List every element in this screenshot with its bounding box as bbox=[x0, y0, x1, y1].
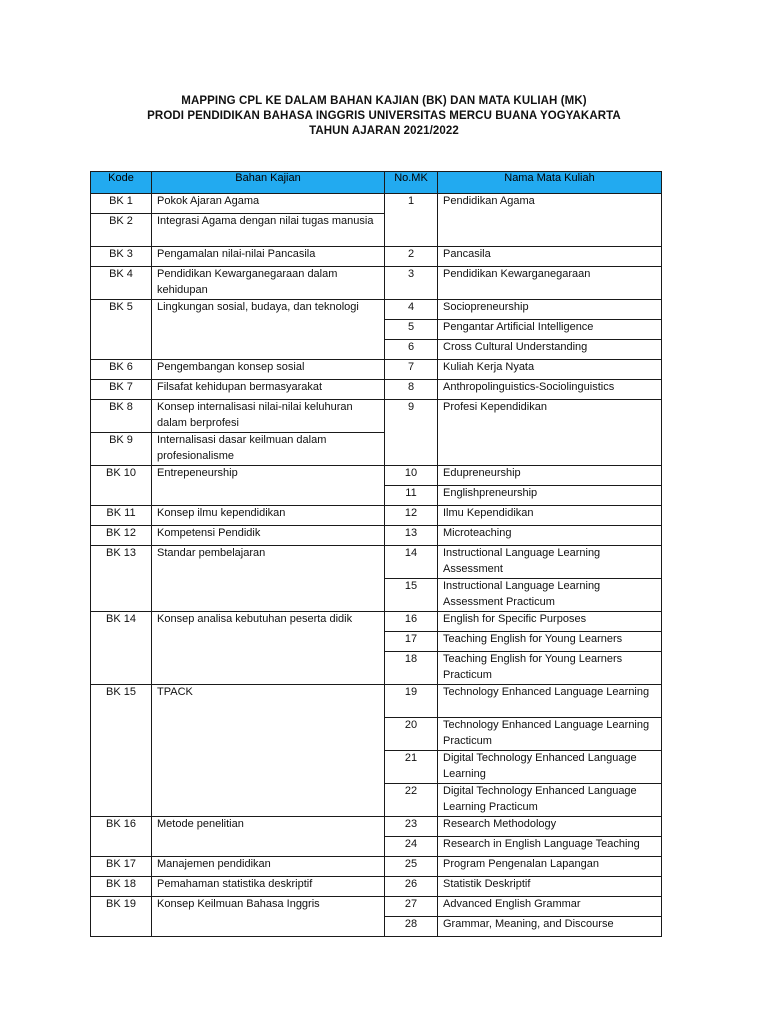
bk-code: BK 2 bbox=[91, 214, 152, 247]
mk-number: 19 bbox=[385, 685, 438, 718]
mk-number: 8 bbox=[385, 380, 438, 400]
mk-number: 3 bbox=[385, 267, 438, 300]
mk-name: Research Methodology bbox=[438, 817, 662, 837]
title-line-3: TAHUN AJARAN 2021/2022 bbox=[309, 125, 459, 137]
mk-name: Teaching English for Young Learners bbox=[438, 632, 662, 652]
bk-name: Kompetensi Pendidik bbox=[152, 526, 385, 546]
bk-name: Lingkungan sosial, budaya, dan teknologi bbox=[152, 300, 385, 360]
table-row bbox=[91, 526, 662, 546]
table-row bbox=[91, 380, 662, 400]
mk-number: 9 bbox=[385, 400, 438, 466]
title-line-2: PRODI PENDIDIKAN BAHASA INGGRIS UNIVERSITAS MERCU BUANA YOGYAKARTA bbox=[147, 110, 621, 122]
bk-name: Pemahaman statistika deskriptif bbox=[152, 877, 385, 897]
header-bahan-kajian: Bahan Kajian bbox=[152, 172, 385, 194]
mk-number: 7 bbox=[385, 360, 438, 380]
mk-number: 11 bbox=[385, 486, 438, 506]
bk-name: Integrasi Agama dengan nilai tugas manusia bbox=[152, 214, 385, 247]
mk-name: English for Specific Purposes bbox=[438, 612, 662, 632]
bk-name: Manajemen pendidikan bbox=[152, 857, 385, 877]
table-row bbox=[91, 247, 662, 267]
mk-name: Microteaching bbox=[438, 526, 662, 546]
mk-name: Pengantar Artificial Intelligence bbox=[438, 320, 662, 340]
bk-name: TPACK bbox=[152, 685, 385, 817]
bk-name: Pengembangan konsep sosial bbox=[152, 360, 385, 380]
document-title bbox=[0, 94, 768, 139]
mk-name: Program Pengenalan Lapangan bbox=[438, 857, 662, 877]
table-row bbox=[91, 546, 662, 579]
mk-name: Pendidikan Kewarganegaraan bbox=[438, 267, 662, 300]
table-row bbox=[91, 877, 662, 897]
mk-name: Sociopreneurship bbox=[438, 300, 662, 320]
table-row bbox=[91, 897, 662, 917]
mk-name: Englishpreneurship bbox=[438, 486, 662, 506]
mk-number: 28 bbox=[385, 917, 438, 937]
mk-number: 16 bbox=[385, 612, 438, 632]
mk-number: 15 bbox=[385, 579, 438, 612]
bk-code: BK 1 bbox=[91, 194, 152, 214]
mk-number: 17 bbox=[385, 632, 438, 652]
mk-number: 26 bbox=[385, 877, 438, 897]
table-row bbox=[91, 400, 662, 433]
bk-code: BK 15 bbox=[91, 685, 152, 817]
bk-code: BK 11 bbox=[91, 506, 152, 526]
table-row bbox=[91, 466, 662, 486]
mk-number: 24 bbox=[385, 837, 438, 857]
table-row bbox=[91, 817, 662, 837]
bk-name: Pengamalan nilai-nilai Pancasila bbox=[152, 247, 385, 267]
table-row bbox=[91, 685, 662, 718]
mk-name: Research in English Language Teaching bbox=[438, 837, 662, 857]
mk-number: 1 bbox=[385, 194, 438, 247]
bk-code: BK 14 bbox=[91, 612, 152, 685]
bk-name: Konsep ilmu kependidikan bbox=[152, 506, 385, 526]
table-row bbox=[91, 360, 662, 380]
mapping-table bbox=[90, 171, 662, 937]
mk-name: Ilmu Kependidikan bbox=[438, 506, 662, 526]
title-line-1: MAPPING CPL KE DALAM BAHAN KAJIAN (BK) DAN MATA KULIAH (MK) bbox=[181, 95, 587, 107]
mk-number: 10 bbox=[385, 466, 438, 486]
bk-code: BK 8 bbox=[91, 400, 152, 433]
mk-name: Pendidikan Agama bbox=[438, 194, 662, 247]
mk-number: 13 bbox=[385, 526, 438, 546]
table-row bbox=[91, 194, 662, 214]
mk-name: Advanced English Grammar bbox=[438, 897, 662, 917]
bk-name: Standar pembelajaran bbox=[152, 546, 385, 612]
bk-code: BK 9 bbox=[91, 433, 152, 466]
mk-number: 14 bbox=[385, 546, 438, 579]
mk-name: Anthropolinguistics-Sociolinguistics bbox=[438, 380, 662, 400]
bk-code: BK 12 bbox=[91, 526, 152, 546]
table-row bbox=[91, 612, 662, 632]
bk-code: BK 16 bbox=[91, 817, 152, 857]
bk-code: BK 4 bbox=[91, 267, 152, 300]
bk-name: Pokok Ajaran Agama bbox=[152, 194, 385, 214]
mk-name: Kuliah Kerja Nyata bbox=[438, 360, 662, 380]
mk-name: Profesi Kependidikan bbox=[438, 400, 662, 466]
mk-name: Grammar, Meaning, and Discourse bbox=[438, 917, 662, 937]
mk-number: 18 bbox=[385, 652, 438, 685]
table-row bbox=[91, 857, 662, 877]
bk-code: BK 3 bbox=[91, 247, 152, 267]
mk-name: Pancasila bbox=[438, 247, 662, 267]
table-row bbox=[91, 267, 662, 300]
mk-name: Instructional Language Learning Assessment bbox=[438, 546, 662, 579]
mk-name: Digital Technology Enhanced Language Learning bbox=[438, 751, 662, 784]
table-row bbox=[91, 300, 662, 320]
mk-number: 21 bbox=[385, 751, 438, 784]
mk-number: 5 bbox=[385, 320, 438, 340]
table-row bbox=[91, 506, 662, 526]
bk-code: BK 18 bbox=[91, 877, 152, 897]
mk-number: 20 bbox=[385, 718, 438, 751]
mk-name: Technology Enhanced Language Learning Practicum bbox=[438, 718, 662, 751]
bk-name: Internalisasi dasar keilmuan dalam profesionalisme bbox=[152, 433, 385, 466]
mk-name: Teaching English for Young Learners Practicum bbox=[438, 652, 662, 685]
bk-code: BK 5 bbox=[91, 300, 152, 360]
table-header-row bbox=[91, 172, 662, 194]
mk-number: 2 bbox=[385, 247, 438, 267]
bk-name: Pendidikan Kewarganegaraan dalam kehidupan bbox=[152, 267, 385, 300]
mk-number: 4 bbox=[385, 300, 438, 320]
mk-name: Edupreneurship bbox=[438, 466, 662, 486]
header-no-mk: No.MK bbox=[385, 172, 438, 194]
bk-code: BK 17 bbox=[91, 857, 152, 877]
mk-name: Cross Cultural Understanding bbox=[438, 340, 662, 360]
bk-name: Konsep Keilmuan Bahasa Inggris bbox=[152, 897, 385, 937]
bk-name: Metode penelitian bbox=[152, 817, 385, 857]
mk-name: Instructional Language Learning Assessment Practicum bbox=[438, 579, 662, 612]
mk-number: 12 bbox=[385, 506, 438, 526]
mk-number: 25 bbox=[385, 857, 438, 877]
bk-code: BK 6 bbox=[91, 360, 152, 380]
bk-code: BK 19 bbox=[91, 897, 152, 937]
mk-name: Statistik Deskriptif bbox=[438, 877, 662, 897]
header-kode: Kode bbox=[91, 172, 152, 194]
mk-number: 6 bbox=[385, 340, 438, 360]
bk-name: Konsep analisa kebutuhan peserta didik bbox=[152, 612, 385, 685]
mk-number: 23 bbox=[385, 817, 438, 837]
mk-number: 27 bbox=[385, 897, 438, 917]
bk-name: Filsafat kehidupan bermasyarakat bbox=[152, 380, 385, 400]
bk-code: BK 7 bbox=[91, 380, 152, 400]
mk-name: Technology Enhanced Language Learning bbox=[438, 685, 662, 718]
bk-name: Konsep internalisasi nilai-nilai keluhuran dalam berprofesi bbox=[152, 400, 385, 433]
bk-code: BK 13 bbox=[91, 546, 152, 612]
mk-name: Digital Technology Enhanced Language Learning Practicum bbox=[438, 784, 662, 817]
header-nama-mata-kuliah: Nama Mata Kuliah bbox=[438, 172, 662, 194]
bk-code: BK 10 bbox=[91, 466, 152, 506]
bk-name: Entrepeneurship bbox=[152, 466, 385, 506]
mk-number: 22 bbox=[385, 784, 438, 817]
